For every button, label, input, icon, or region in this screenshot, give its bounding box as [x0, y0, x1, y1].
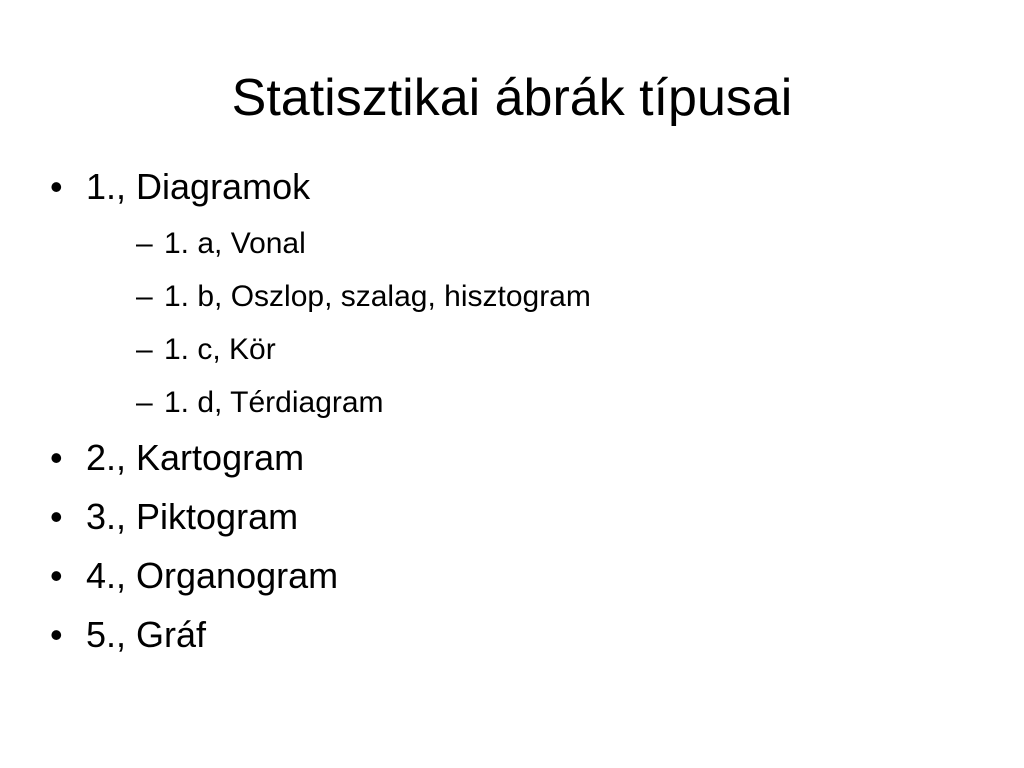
sub-list-item	[86, 276, 990, 318]
list-item-label: 4., Organogram	[86, 555, 339, 596]
dash-icon: –	[136, 333, 153, 366]
bullet-icon: •	[50, 496, 63, 537]
sub-list-item-label: 1. c, Kör	[164, 333, 276, 366]
dash-icon: –	[136, 280, 153, 313]
sub-list-item	[86, 223, 990, 265]
list-item	[50, 551, 990, 601]
sub-list	[86, 223, 990, 424]
list-item-label: 1., Diagramok	[86, 166, 311, 207]
list-item	[50, 433, 990, 483]
bullet-icon: •	[50, 555, 63, 596]
list-item-label: 3., Piktogram	[86, 496, 299, 537]
sub-list-item-label: 1. d, Térdiagram	[164, 386, 384, 419]
list-item	[50, 492, 990, 542]
dash-icon: –	[136, 227, 153, 260]
sub-list-item	[86, 382, 990, 424]
list-item-label: 2., Kartogram	[86, 437, 305, 478]
sub-list-item-label: 1. a, Vonal	[164, 227, 306, 260]
bullet-list	[50, 162, 990, 669]
bullet-icon: •	[50, 614, 63, 655]
list-item	[50, 610, 990, 660]
list-item	[50, 162, 990, 424]
list-item-label: 5., Gráf	[86, 614, 207, 655]
dash-icon: –	[136, 386, 153, 419]
bullet-icon: •	[50, 166, 63, 207]
slide-title: Statisztikai ábrák típusai	[231, 69, 793, 127]
sub-list-item	[86, 329, 990, 371]
sub-list-item-label: 1. b, Oszlop, szalag, hisztogram	[164, 280, 591, 313]
bullet-icon: •	[50, 437, 63, 478]
